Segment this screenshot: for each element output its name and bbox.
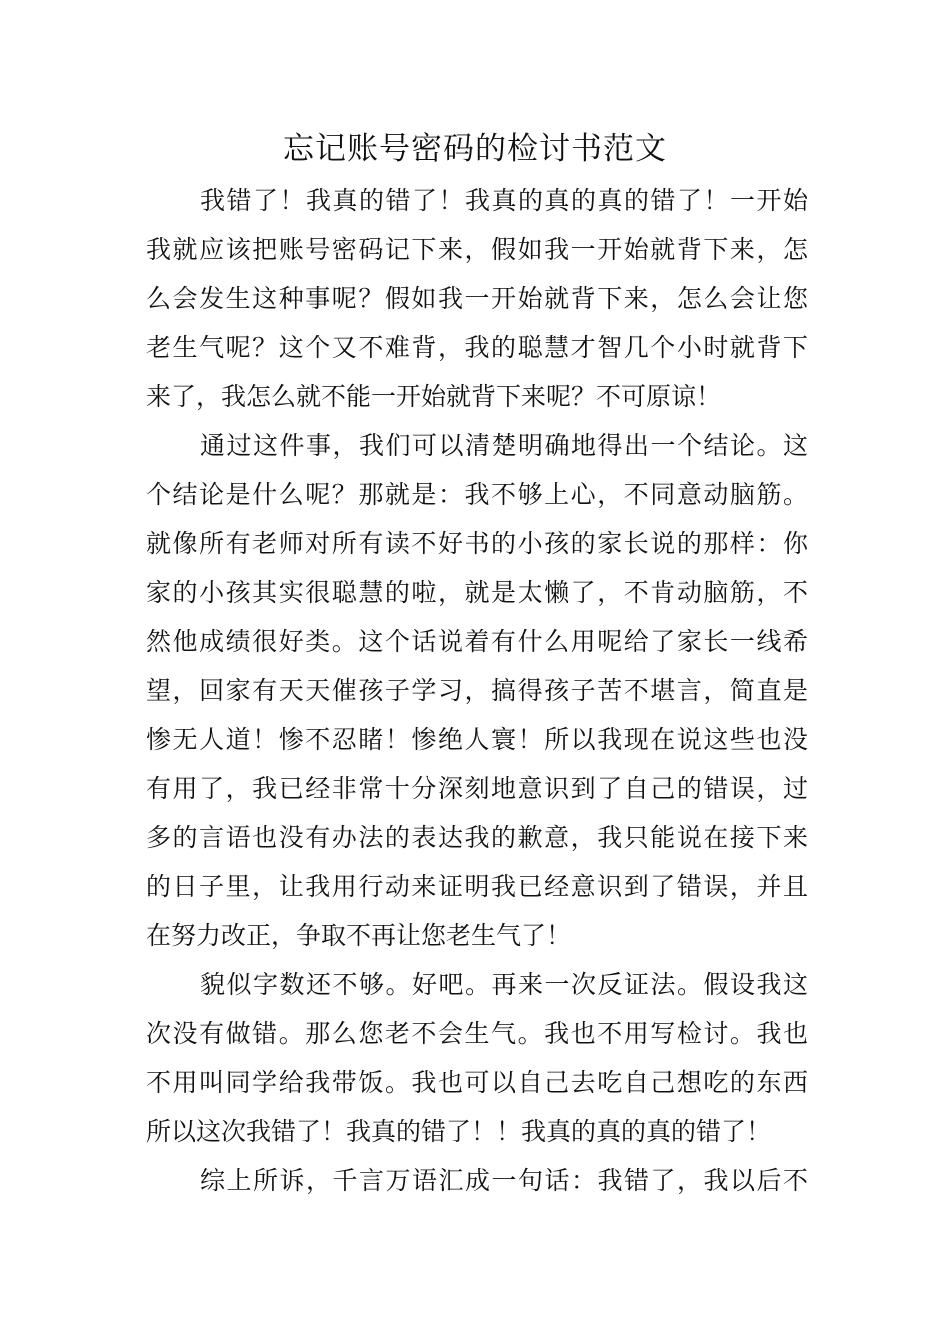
paragraph-1-line-1: 我错了！我真的错了！我真的真的真的错了！一开始 [200,186,808,215]
paragraph-2-line-10: 的日子里，让我用行动来证明我已经意识到了错误，并且 [146,872,808,901]
paragraph-1-line-4: 老生气呢？这个又不难背，我的聪慧才智几个小时就背下 [146,333,808,362]
document-body [146,176,808,1205]
paragraph-2-line-4: 家的小孩其实很聪慧的啦，就是太懒了，不肯动脑筋，不 [146,578,808,607]
paragraph-2-line-5: 然他成绩很好类。这个话说着有什么用呢给了家长一线希 [146,627,808,656]
paragraph-2-line-8: 有用了，我已经非常十分深刻地意识到了自己的错误，过 [146,774,808,803]
paragraph-2-line-3: 就像所有老师对所有读不好书的小孩的家长说的那样：你 [146,529,808,558]
document-title: 忘记账号密码的检讨书范文 [283,131,667,167]
paragraph-3-line-2: 次没有做错。那么您老不会生气。我也不用写检讨。我也 [146,1019,808,1048]
paragraph-2-line-9: 多的言语也没有办法的表达我的歉意，我只能说在接下来 [146,823,808,852]
paragraph-1-line-3: 么会发生这种事呢？假如我一开始就背下来，怎么会让您 [146,284,808,313]
paragraph-3-line-3: 不用叫同学给我带饭。我也可以自己去吃自己想吃的东西 [146,1068,808,1097]
paragraph-1-line-2: 我就应该把账号密码记下来，假如我一开始就背下来，怎 [146,235,808,264]
paragraph-2-line-1: 通过这件事，我们可以清楚明确地得出一个结论。这 [200,431,808,460]
paragraph-3-line-1: 貌似字数还不够。好吧。再来一次反证法。假设我这 [200,970,808,999]
paragraph-3-line-4: 所以这次我错了！我真的错了！！我真的真的真的错了！ [146,1117,772,1146]
paragraph-2-line-6: 望，回家有天天催孩子学习，搞得孩子苦不堪言，简直是 [146,676,808,705]
paragraph-1-line-5: 来了，我怎么就不能一开始就背下来呢？不可原谅！ [146,382,722,411]
paragraph-2-line-7: 惨无人道！惨不忍睹！惨绝人寰！所以我现在说这些也没 [146,725,808,754]
paragraph-2-line-2: 个结论是什么呢？那就是：我不够上心，不同意动脑筋。 [146,480,808,509]
paragraph-4-line-1: 综上所诉，千言万语汇成一句话：我错了，我以后不 [200,1166,808,1195]
paragraph-2-line-11: 在努力改正，争取不再让您老生气了！ [146,921,572,950]
